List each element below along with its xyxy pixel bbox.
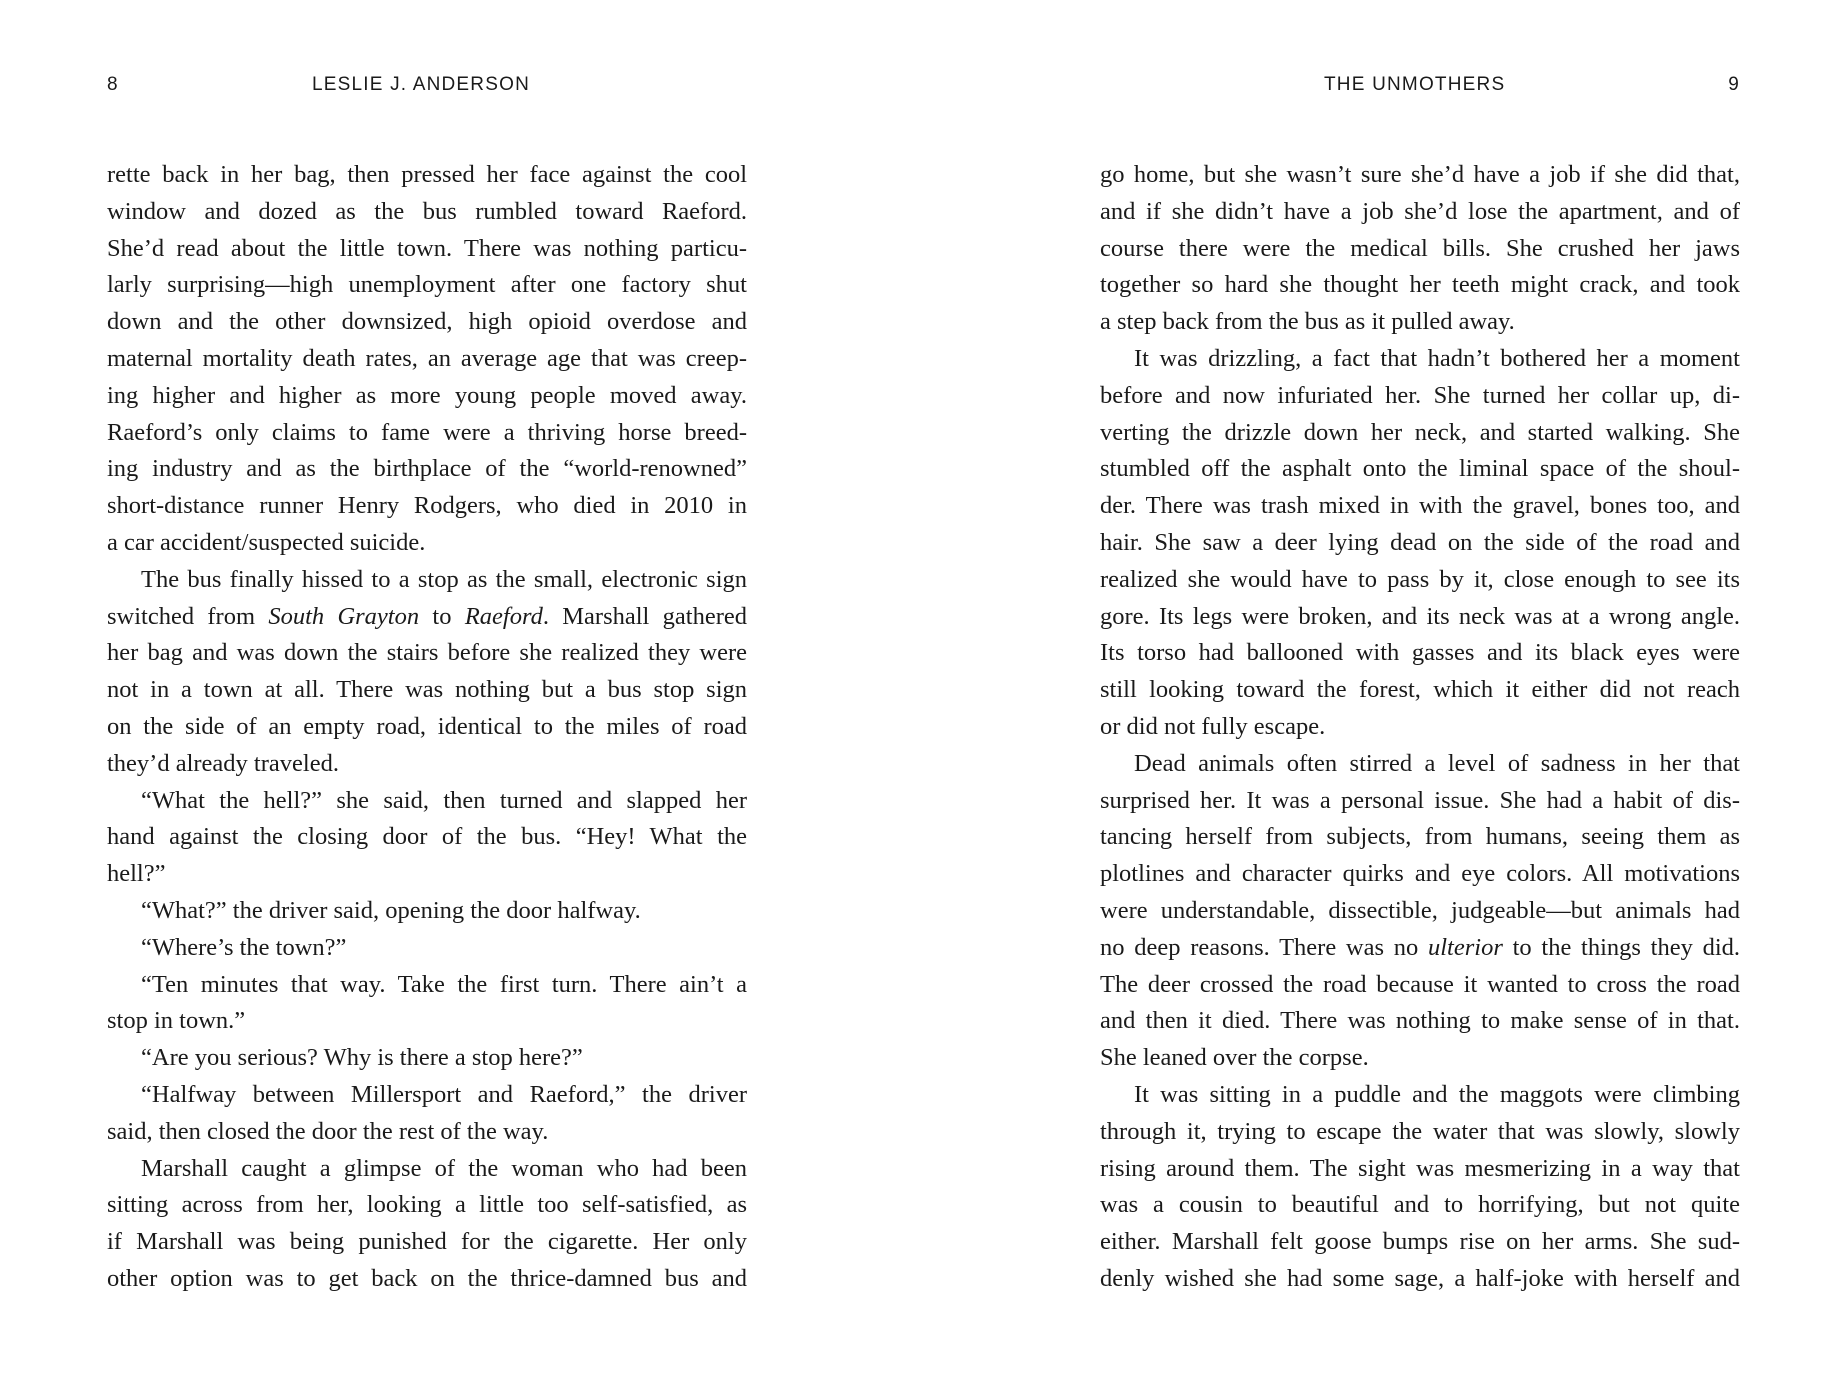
text-line: before and now infuriated her. She turned her collar up, di-	[1100, 381, 1740, 409]
text-run: . Marshall gathered	[542, 602, 747, 630]
text-line	[107, 599, 747, 636]
running-head	[107, 70, 747, 100]
text-line: Raeford’s only claims to fame were a thriving horse breed-	[107, 418, 747, 446]
text-line: The bus finally hissed to a stop as the small, electronic sign	[141, 565, 747, 593]
text-run: to the things they did.	[1502, 933, 1740, 961]
text-line: if Marshall was being punished for the cigarette. Her only	[107, 1228, 747, 1256]
text-line: still looking toward the forest, which it either did not reach	[1100, 676, 1740, 704]
text-run: to	[419, 602, 465, 630]
text-line: through it, trying to escape the water that was slowly, slowly	[1100, 1117, 1740, 1145]
book-title: THE UNMOTHERS	[1324, 74, 1506, 95]
author-name: LESLIE J. ANDERSON	[312, 74, 531, 95]
text-line: “Ten minutes that way. Take the first turn. There ain’t a	[141, 970, 747, 998]
text-line: “Halfway between Millersport and Raeford,” the driver	[141, 1080, 747, 1108]
text-line: verting the drizzle down her neck, and started walking. She	[1100, 418, 1740, 446]
text-line: together so hard she thought her teeth might crack, and took	[1100, 271, 1740, 299]
body-text	[1100, 157, 1740, 1298]
text-line: down and the other downsized, high opioid overdose and	[107, 308, 747, 336]
text-line: denly wished she had some sage, a half-joke with herself and	[1100, 1264, 1740, 1292]
text-line: tancing herself from subjects, from humans, seeing them as	[1100, 823, 1740, 851]
text-line: “What the hell?” she said, then turned and slapped her	[141, 786, 747, 814]
text-line: and then it died. There was nothing to make sense of in that.	[1100, 1007, 1740, 1035]
italic-text: ulterior	[1428, 933, 1503, 961]
text-line: go home, but she wasn’t sure she’d have a job if she did that,	[1100, 161, 1740, 188]
left-page	[107, 0, 747, 1396]
text-line: a car accident/suspected suicide.	[107, 528, 426, 556]
text-line: hair. She saw a deer lying dead on the side of the road and	[1100, 528, 1740, 556]
text-line: “Are you serious? Why is there a stop here?”	[141, 1044, 583, 1072]
italic-text: Raeford	[464, 602, 543, 630]
text-line: “What?” the driver said, opening the door halfway.	[141, 896, 641, 924]
text-line: She’d read about the little town. There was nothing particu-	[107, 234, 747, 262]
text-line: ing higher and higher as more young people moved away.	[107, 381, 747, 409]
text-line: were understandable, dissectible, judgeable—but animals had	[1100, 896, 1740, 924]
text-line: Its torso had ballooned with gasses and its black eyes were	[1100, 639, 1740, 667]
text-line: on the side of an empty road, identical to the miles of road	[107, 712, 747, 740]
text-line: ing industry and as the birthplace of the “world-renowned”	[107, 455, 747, 483]
text-line: said, then closed the door the rest of the way.	[107, 1117, 549, 1145]
text-line	[1100, 930, 1740, 967]
text-run: no deep reasons. There was no	[1100, 933, 1428, 961]
text-line: It was drizzling, a fact that hadn’t bothered her a moment	[1134, 344, 1740, 372]
body-text	[107, 157, 747, 1298]
text-line: larly surprising—high unemployment after one factory shut	[107, 271, 747, 299]
text-line: hand against the closing door of the bus. “Hey! What the	[107, 823, 747, 851]
text-line: and if she didn’t have a job she’d lose the apartment, and of	[1100, 197, 1740, 225]
text-line: a step back from the bus as it pulled away.	[1100, 308, 1515, 336]
text-line: gore. Its legs were broken, and its neck was at a wrong angle.	[1100, 602, 1740, 630]
text-line: not in a town at all. There was nothing but a bus stop sign	[107, 676, 747, 704]
text-line: sitting across from her, looking a little too self-satisfied, as	[107, 1191, 747, 1219]
text-line: course there were the medical bills. She crushed her jaws	[1100, 234, 1740, 262]
page-number: 9	[1728, 74, 1740, 95]
text-line: stumbled off the asphalt onto the liminal space of the shoul-	[1100, 455, 1740, 483]
text-line: It was sitting in a puddle and the maggots were climbing	[1134, 1080, 1740, 1108]
text-run: switched from	[107, 602, 269, 630]
text-line: surprised her. It was a personal issue. She had a habit of dis-	[1100, 786, 1740, 814]
text-line: either. Marshall felt goose bumps rise on her arms. She sud-	[1100, 1228, 1740, 1256]
text-line: her bag and was down the stairs before she realized they were	[107, 639, 747, 667]
text-line: rising around them. The sight was mesmerizing in a way that	[1100, 1154, 1740, 1182]
italic-text: South Grayton	[268, 602, 420, 630]
text-line: other option was to get back on the thrice-damned bus and	[107, 1264, 747, 1292]
text-line: maternal mortality death rates, an average age that was creep-	[107, 344, 747, 372]
text-line: plotlines and character quirks and eye colors. All motivations	[1100, 860, 1740, 888]
text-line: rette back in her bag, then pressed her face against the cool	[107, 161, 747, 188]
text-line: window and dozed as the bus rumbled toward Raeford.	[107, 197, 747, 225]
text-line: hell?”	[107, 860, 166, 888]
page-number: 8	[107, 74, 119, 95]
text-line: “Where’s the town?”	[141, 933, 347, 961]
text-line: realized she would have to pass by it, close enough to see its	[1100, 565, 1740, 593]
text-line: The deer crossed the road because it wanted to cross the road	[1100, 970, 1740, 998]
text-line: they’d already traveled.	[107, 749, 339, 777]
text-line: short-distance runner Henry Rodgers, who died in 2010 in	[107, 492, 747, 520]
text-line: Dead animals often stirred a level of sadness in her that	[1134, 749, 1740, 777]
text-line: der. There was trash mixed in with the gravel, bones too, and	[1100, 492, 1740, 520]
running-head	[1100, 70, 1740, 100]
text-line: Marshall caught a glimpse of the woman who had been	[141, 1154, 747, 1182]
text-line: was a cousin to beautiful and to horrifying, but not quite	[1100, 1191, 1740, 1219]
text-line: She leaned over the corpse.	[1100, 1044, 1369, 1072]
text-line: or did not fully escape.	[1100, 712, 1326, 740]
right-page	[1100, 0, 1740, 1396]
text-line: stop in town.”	[107, 1007, 246, 1035]
